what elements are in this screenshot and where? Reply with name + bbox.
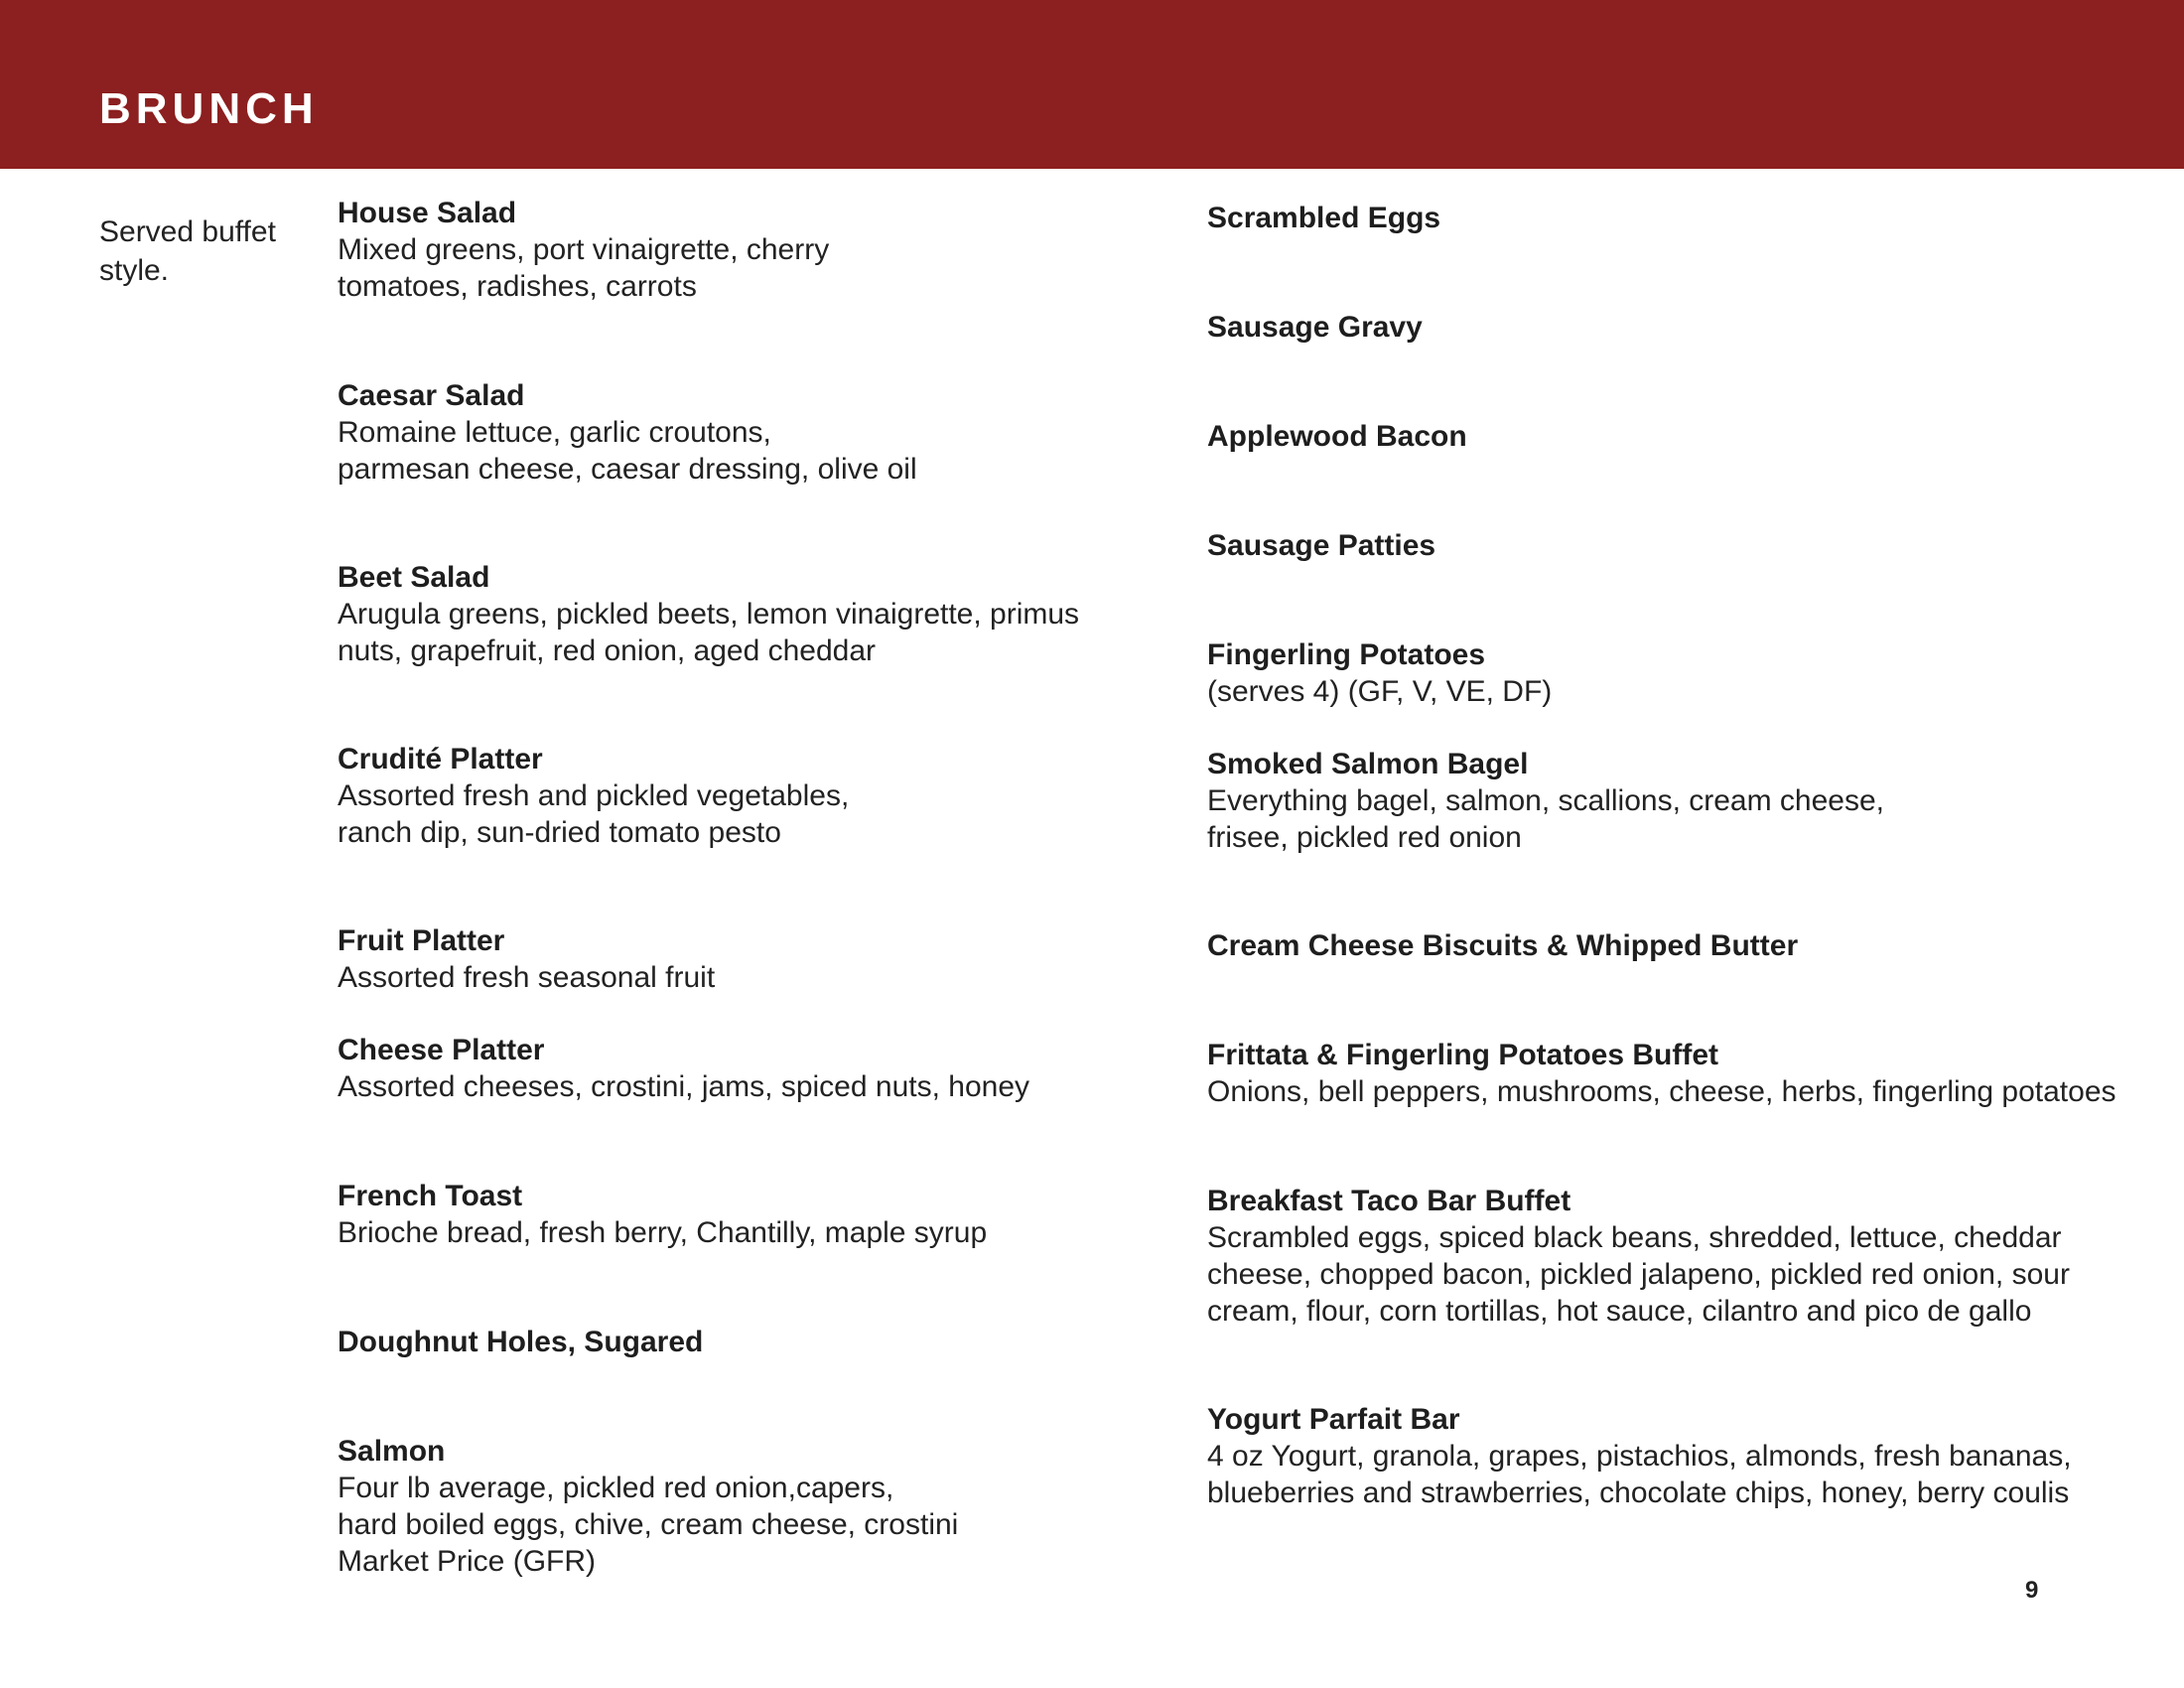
item-desc-line: cream, flour, corn tortillas, hot sauce, cilantro and pico de gallo — [1207, 1295, 2032, 1328]
item-name: Fingerling Potatoes — [1207, 638, 1486, 671]
menu-item-salmon — [338, 1433, 1152, 1580]
item-desc-line: frisee, pickled red onion — [1207, 821, 1522, 854]
item-name: Scrambled Eggs — [1207, 202, 1441, 234]
menu-item-crudite-platter — [338, 741, 1152, 851]
item-desc-line: Brioche bread, fresh berry, Chantilly, maple syrup — [338, 1216, 988, 1249]
item-desc-line: Assorted fresh seasonal fruit — [338, 961, 716, 994]
menu-item-smoked-salmon-bagel — [1207, 746, 2140, 856]
page-title: BRUNCH — [99, 84, 319, 133]
item-desc-line: cheese, chopped bacon, pickled jalapeno, pickled red onion, sour — [1207, 1258, 2070, 1291]
item-name: Salmon — [338, 1435, 446, 1468]
item-name: House Salad — [338, 197, 517, 229]
item-name: Caesar Salad — [338, 379, 525, 412]
item-name: Yogurt Parfait Bar — [1207, 1403, 1460, 1436]
item-name: Breakfast Taco Bar Buffet — [1207, 1185, 1571, 1217]
page-number: 9 — [2025, 1577, 2039, 1604]
item-name: Cheese Platter — [338, 1034, 545, 1066]
item-name: Applewood Bacon — [1207, 420, 1467, 453]
menu-item-yogurt-parfait-bar — [1207, 1401, 2140, 1511]
item-name: Doughnut Holes, Sugared — [338, 1326, 704, 1358]
item-desc-line: ranch dip, sun-dried tomato pesto — [338, 816, 781, 849]
item-name: Sausage Patties — [1207, 529, 1436, 562]
menu-item-house-salad — [338, 195, 1152, 305]
item-desc-line: Arugula greens, pickled beets, lemon vinaigrette, primus — [338, 598, 1080, 631]
item-desc-line: Mixed greens, port vinaigrette, cherry — [338, 233, 830, 266]
item-desc-line: Romaine lettuce, garlic croutons, — [338, 416, 771, 449]
item-name: Beet Salad — [338, 561, 490, 594]
menu-item-beet-salad — [338, 559, 1152, 669]
item-name: French Toast — [338, 1180, 523, 1212]
menu-item-fruit-platter — [338, 922, 1152, 996]
item-name: Smoked Salmon Bagel — [1207, 748, 1529, 780]
item-desc-line: Market Price (GFR) — [338, 1545, 597, 1578]
item-desc-line: tomatoes, radishes, carrots — [338, 270, 697, 303]
item-name: Frittata & Fingerling Potatoes Buffet — [1207, 1039, 1719, 1071]
item-desc-line: Assorted fresh and pickled vegetables, — [338, 779, 850, 812]
menu-item-cream-cheese-biscuits — [1207, 927, 2140, 964]
item-desc-line: blueberries and strawberries, chocolate chips, honey, berry coulis — [1207, 1477, 2070, 1509]
menu-item-frittata-buffet — [1207, 1037, 2140, 1110]
menu-item-sausage-gravy — [1207, 309, 2140, 346]
item-desc-line: Everything bagel, salmon, scallions, cream cheese, — [1207, 784, 1885, 817]
item-desc-line: Scrambled eggs, spiced black beans, shredded, lettuce, cheddar — [1207, 1221, 2062, 1254]
menu-item-sausage-patties — [1207, 527, 2140, 564]
menu-item-applewood-bacon — [1207, 418, 2140, 455]
menu-item-cheese-platter — [338, 1032, 1152, 1105]
item-name: Crudité Platter — [338, 743, 543, 775]
header-banner — [0, 0, 2184, 169]
item-desc-line: Four lb average, pickled red onion,capers, — [338, 1472, 894, 1504]
item-desc-line: Onions, bell peppers, mushrooms, cheese, herbs, fingerling potatoes — [1207, 1075, 2116, 1108]
item-desc-line: hard boiled eggs, chive, cream cheese, crostini — [338, 1508, 959, 1541]
item-name: Fruit Platter — [338, 924, 505, 957]
item-desc-line: 4 oz Yogurt, granola, grapes, pistachios, almonds, fresh bananas, — [1207, 1440, 2072, 1473]
item-desc-line: (serves 4) (GF, V, VE, DF) — [1207, 675, 1553, 708]
item-desc-line: nuts, grapefruit, red onion, aged cheddar — [338, 634, 877, 667]
item-name: Sausage Gravy — [1207, 311, 1423, 344]
menu-item-breakfast-taco-bar — [1207, 1183, 2140, 1330]
item-desc-line: parmesan cheese, caesar dressing, olive oil — [338, 453, 917, 486]
menu-item-french-toast — [338, 1178, 1152, 1251]
item-desc-line: Assorted cheeses, crostini, jams, spiced nuts, honey — [338, 1070, 1030, 1103]
served-note: Served buffet style. — [99, 215, 276, 287]
menu-item-fingerling-potatoes — [1207, 636, 2140, 710]
menu-item-caesar-salad — [338, 377, 1152, 488]
item-name: Cream Cheese Biscuits & Whipped Butter — [1207, 929, 1799, 962]
menu-item-scrambled-eggs — [1207, 200, 2140, 236]
menu-item-doughnut-holes — [338, 1324, 1152, 1360]
